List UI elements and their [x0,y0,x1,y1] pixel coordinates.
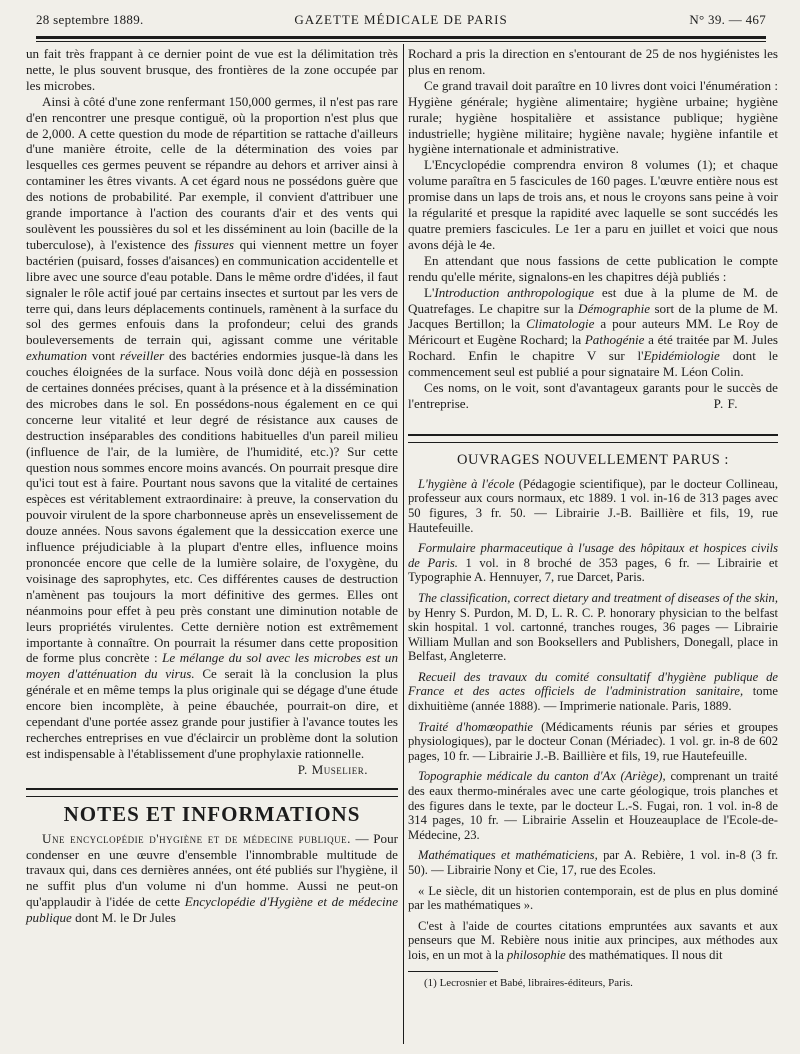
list-item: « Le siècle, dit un historien contemporain, est de plus en plus dominé par les mathématiques ». [408,883,778,913]
author-signature: P. F. [713,395,738,411]
paragraph: Ces noms, on le voit, sont d'avantageux garants pour le succès de l'entreprise. P. F. [408,380,778,411]
paragraph: En attendant que nous fassions de cette publication le compte rendu qu'elle mérite, signalons-en les chapitres déjà publiés : [408,252,778,284]
section-rule [408,434,778,436]
list-item: L'hygiène à l'école (Pédagogie scientifique), par le docteur Collineau, professeur aux cours normaux, etc 1889. 1 vol. in-16 de 313 pages avec 50 figures, 3 fr. 50. — Librairie J.-B. Baillière et fils, 19, rue Hautefeuille. [408,476,778,535]
paragraph: un fait très frappant à ce dernier point de vue est la délimitation très nette, le plus souvent brusque, des frontières de la zone occupée par les microbes. [26,46,398,93]
footnote: (1) Lecrosnier et Babé, libraires-éditeurs, Paris. [424,976,633,989]
paragraph: Ce grand travail doit paraître en 10 livres dont voici l'énumération : Hygiène générale; hygiène alimentaire; hygiène urbaine; hygiène rurale; hygiène hospitalière et assistance publique; hygiène industrielle; hygiène militaire; hygiène navale; hygiène infantile et hygiène internationale et administrative. [408,77,778,157]
book-list [408,477,778,963]
paragraph: L'Encyclopédie comprendra environ 8 volumes (1); et chaque volume paraîtra en 5 fascicules de 160 pages. L'œuvre entière nous est promise dans un laps de trois ans, et nous le croyons sans peine à voir la régularité et presque la rapidité avec laquelle se sont succédés les quatre premiers fascicules. Le 1er a paru en juillet et voici que nous avons déjà le 4e. [408,157,778,252]
list-item: Recueil des travaux du comité consultatif d'hygiène publique de France et des actes officiels de l'administration sanitaire, tome dixhuitième (année 1888). — Imprimerie nationale. Paris, 1889. [408,669,778,714]
footnote-rule [408,971,498,972]
section-title: OUVRAGES NOUVELLEMENT PARUS : [457,451,729,468]
author-signature: P. Muselier. [297,761,368,777]
header-rule-thin [36,41,766,42]
paragraph: Ainsi à côté d'une zone renfermant 150,000 germes, il n'est pas rare d'en rencontrer une presque contiguë, où la proportion n'est plus que de 2,000. A cette question du mode de répartition se rattache d'ailleurs d'une manière étroite, celle de la détermination des voies par lesquelles ces germes peuvent se répandre au dehors et arriver ainsi à contaminer les êtres vivants. A cet égard nous ne possédons guère que des notions de probabilité. Par exemple, il convient d'attribuer une grande importance à l'action des courants d'air et des vents qui soulèvent les poussières du sol et les disséminent au loin (bacille de la tuberculose), à l'existence des fissures qui viennent mettre un foyer bactérien (puisard, fosses d'aisances) en communication accidentelle et libre avec une source d'eau potable. Dans le même ordre d'idées, il faut signaler le rôle actif joué par certains insectes et surtout par les vers de terre qui, dans leurs déplacements continuels, ramènent à la surface du sol des germes enfouis dans la profondeur; celui des grands bouleversements de terrain qui, agissant comme une véritable exhumation vont réveiller des bactéries endormies jusque-là dans les couches éloignées de la surface. Nous voilà donc déjà en possession de certaines données précises, quant à la présence et à la dissémination des microbes dans le sol. En possédons-nous également en ce qui concerne leur vitalité et leur degré de résistance aux causes de destruction inséparables des conditions habituelles d'un pareil milieu (influence de l'air, de la lumière, de l'humidité, etc.)? Sur cette question nous sommes encore moins avancés. On pourrait presque dire qu'ici tout est à faire. Pourtant nous savons que la vitalité de certaines espèces est véritablement extraordinaire: à preuve, la conservation du pouvoir virulent de la spore charbonneuse après un ensevelissement de douze années. Nous savons également que la dessiccation exerce une influence préjudiciable à la plupart d'entre elles, influence moins prononcée encore que celle de la lumière solaire, de l'oxygène, du voisinage des saprophytes, etc. Ces différentes causes de destruction n'amènent pas toujours la mort définitive des germes. Elles ont néanmoins pour effet à peu près constant une diminution notable de leurs propriétés virulentes. Cette dernière notion est extrêmement importante à connaître. On pourrait la résumer dans cette proposition de forme plus concrète : Le mélange du sol avec les microbes est un moyen d'atténuation du virus. Ce serait là la conclusion la plus générale et en même temps la plus originale qui se dégage d'une étude encore bien incomplète, à peine ébauchée, pourrait-on dire, et cependant d'une portée assez grande pour justifier à l'avance toutes les recherches entreprises en vue d'éclaircir un problème dont la solution est indispensable à l'établissement d'une prophylaxie rationnelle. [26,93,399,761]
journal-title: GAZETTE MÉDICALE DE PARIS [294,12,508,27]
list-item: C'est à l'aide de courtes citations empruntées aux savants et aux penseurs que M. Rebière nous initie aux principes, aux méthodes aux lois, en un mot à la philosophie des mathématiques. Il nous dit [408,918,778,962]
header-rule [36,36,766,39]
list-item: Mathématiques et mathématiciens, par A. Rebière, 1 vol. in-8 (3 fr. 50). — Librairie Nony et Cie, 17, rue des Ecoles. [408,848,779,877]
paragraph: L'Introduction anthropologique est due à la plume de M. de Quatrefages. Le chapitre sur la Démographie sort de la plume de M. Jacques Bertillon; la Climatologie a pour auteurs MM. Le Roy de Méricourt et Eugène Rochard; la Pathogénie a été traitée par M. Jules Rochard. Enfin le chapitre V sur l'Epidémiologie dont le commencement seul est publié a pour signataire M. Léon Colin. [408,284,778,380]
list-item: The classification, correct dietary and treatment of diseases of the skin, by Henry S. Purdon, M. D, L. R. C. P. honorary physician to the belfast skin hospital. 1 vol. cartonné, tranches rouges, 36 pages — Librairie William Mullan and son Booksellers and Publishers, Donegall, place in Belfast, Angleterre. [408,590,778,664]
column-divider [403,44,404,1044]
list-item: Topographie médicale du canton d'Ax (Ariège), comprenant un traité des eaux thermo-minérales avec une carte géologique, trois planches et des figures dans le texte, par le docteur L.-S. Fugai, ron. 1 vol. in-8 de 314 pages, 10 fr. — Librairie Asselin et Houzeauplace de l'Ecole-de-Médecine, 23. [408,769,778,842]
page-header [36,8,766,34]
section-rule-thin [408,442,778,443]
right-column [408,46,778,991]
section-rule-thin [26,796,398,797]
page-number: N° 39. — 467 [689,12,766,27]
left-column [26,46,398,926]
list-item: Formulaire pharmaceutique à l'usage des hôpitaux et hospices civils de Paris. 1 vol. in 8 broché de 353 pages, 6 fr. — Librairie et Typographie A. Hennuyer, 7, rue Darcet, Paris. [408,541,778,585]
list-item: Traité d'homœopathie (Médicaments réunis par séries et groupes physiologiques), par le docteur Conan (Mériadec). 1 vol. gr. in-8 de 602 pages, 10 fr. — Librairie J.-B. Baillière et fils, 19, rue Hautefeuille. [408,719,778,763]
paragraph: Rochard a pris la direction en s'entourant de 25 de nos hygiénistes les plus en renom. [408,46,778,77]
section-title: NOTES ET INFORMATIONS [63,801,361,826]
section-rule [26,788,398,790]
paragraph: Une encyclopédie d'hygiène et de médecine publique. — Pour condenser en une œuvre d'ensemble l'innombrable multitude de travaux qui, dans ces dernières années, ont été publiés sur l'hygiène, il ne suffit plus d'un volume ni d'un homme. Aussi ne peut-on qu'applaudir à l'idée de cette Encyclopédie d'Hygiène et de médecine publique dont M. le Dr Jules [26,830,399,926]
header-date: 28 septembre 1889. [36,12,144,27]
